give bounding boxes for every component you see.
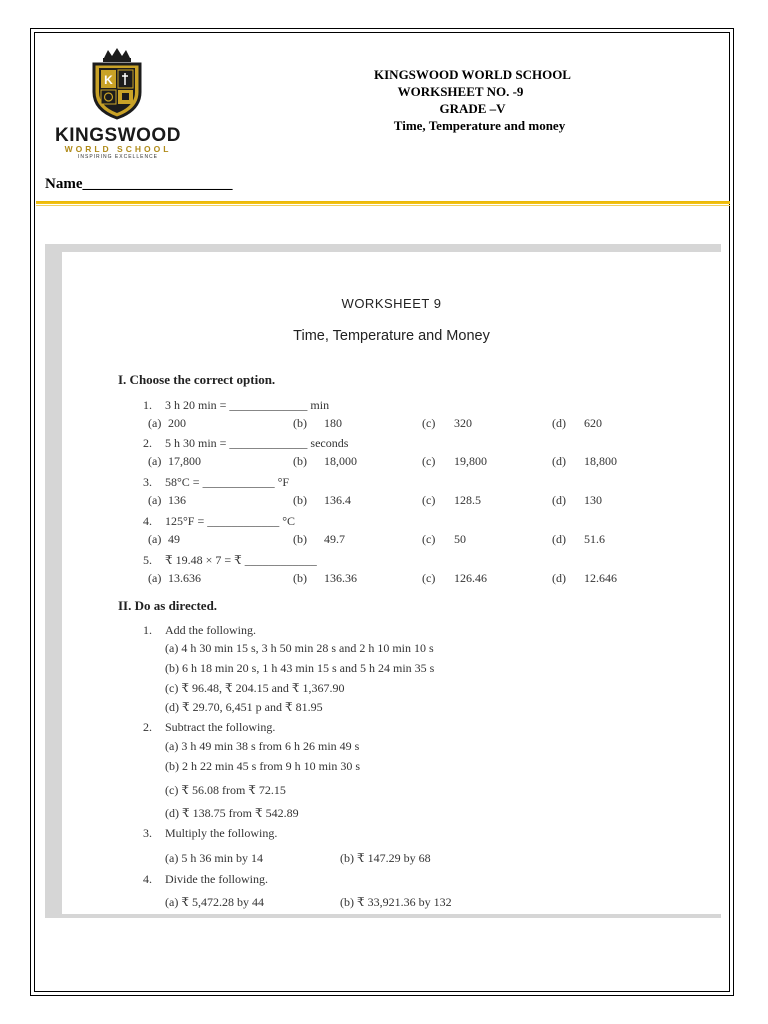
option-value: 50: [454, 532, 466, 546]
question-number: 2.: [143, 436, 152, 450]
question-text: 58°C = ____________ °F: [165, 475, 290, 489]
question-text: 125°F = ____________ °C: [165, 514, 296, 528]
option-label: (b): [293, 571, 307, 585]
option-label: (c): [422, 571, 436, 585]
option-value: 180: [324, 416, 342, 430]
option-label: (c): [422, 532, 436, 546]
option-value: 136: [168, 493, 186, 507]
option-label: (d): [552, 454, 566, 468]
list-item: (a) 5 h 36 min by 14: [165, 851, 263, 865]
option-label: (d): [552, 571, 566, 585]
worksheet-subtitle: Time, Temperature and Money: [293, 328, 490, 344]
school-logo-text: [48, 126, 188, 161]
q2-2-number: 2.: [143, 720, 152, 734]
worksheet-number: WORKSHEET NO. -9: [397, 84, 524, 99]
option-label: (c): [422, 416, 436, 430]
option-value: 12.646: [584, 571, 617, 585]
option-value: 320: [454, 416, 472, 430]
option-value: 13.636: [168, 571, 201, 585]
option-label: (a): [148, 416, 162, 430]
list-item: (d) ₹ 138.75 from ₹ 542.89: [165, 806, 299, 820]
option-label: (a): [148, 571, 162, 585]
grade: GRADE –V: [439, 101, 506, 116]
option-label: (b): [293, 493, 307, 507]
option-value: 128.5: [454, 493, 481, 507]
question-number: 4.: [143, 514, 152, 528]
option-value: 19,800: [454, 454, 487, 468]
option-value: 49: [168, 532, 180, 546]
list-item: (b) ₹ 147.29 by 68: [340, 851, 431, 865]
logo-sub-text: WORLD SCHOOL: [64, 144, 172, 154]
option-value: 130: [584, 493, 602, 507]
question-number: 1.: [143, 398, 152, 412]
q2-1-text: Add the following.: [165, 623, 256, 637]
list-item: (b) 2 h 22 min 45 s from 9 h 10 min 30 s: [165, 759, 360, 773]
question-text: 3 h 20 min = _____________ min: [165, 398, 330, 412]
header-divider: [36, 201, 730, 204]
question-number: 3.: [143, 475, 152, 489]
topic: Time, Temperature and money: [393, 118, 566, 133]
option-value: 200: [168, 416, 186, 430]
worksheet-title: WORKSHEET 9: [341, 296, 442, 311]
question-number: 5.: [143, 553, 152, 567]
option-label: (d): [552, 416, 566, 430]
option-label: (a): [148, 454, 162, 468]
header-divider-shadow: [36, 205, 730, 206]
option-label: (a): [148, 493, 162, 507]
option-value: 51.6: [584, 532, 605, 546]
option-value: 18,800: [584, 454, 617, 468]
list-item: (c) ₹ 56.08 from ₹ 72.15: [165, 783, 286, 797]
option-label: (b): [293, 454, 307, 468]
section-1-heading: I. Choose the correct option.: [118, 372, 276, 387]
q2-2-text: Subtract the following.: [165, 720, 276, 734]
option-value: 136.4: [324, 493, 351, 507]
q2-1-number: 1.: [143, 623, 152, 637]
list-item: (a) ₹ 5,472.28 by 44: [165, 895, 264, 909]
q2-3-number: 3.: [143, 826, 152, 840]
option-value: 136.36: [324, 571, 357, 585]
q2-4-number: 4.: [143, 872, 152, 886]
option-label: (c): [422, 493, 436, 507]
svg-text:K: K: [104, 73, 113, 87]
option-label: (a): [148, 532, 162, 546]
q2-3-text: Multiply the following.: [165, 826, 278, 840]
question-text: ₹ 19.48 × 7 = ₹ ____________: [165, 553, 317, 567]
option-label: (c): [422, 454, 436, 468]
school-crest-icon: [88, 48, 146, 120]
list-item: (d) ₹ 29.70, 6,451 p and ₹ 81.95: [165, 700, 323, 714]
option-value: 18,000: [324, 454, 357, 468]
name-field[interactable]: Name____________________: [45, 176, 233, 192]
list-item: (c) ₹ 96.48, ₹ 204.15 and ₹ 1,367.90: [165, 681, 345, 695]
logo-tagline: INSPIRING EXCELLENCE: [77, 154, 159, 160]
list-item: (a) 3 h 49 min 38 s from 6 h 26 min 49 s: [165, 739, 360, 753]
option-label: (b): [293, 532, 307, 546]
option-label: (d): [552, 493, 566, 507]
school-header: [300, 66, 645, 134]
list-item: (a) 4 h 30 min 15 s, 3 h 50 min 28 s and 2 h 10 min 10 s: [165, 641, 434, 655]
school-name: KINGSWOOD WORLD SCHOOL: [374, 67, 571, 82]
option-label: (d): [552, 532, 566, 546]
list-item: (b) ₹ 33,921.36 by 132: [340, 895, 452, 909]
option-value: 49.7: [324, 532, 345, 546]
q2-4-text: Divide the following.: [165, 872, 268, 886]
option-value: 620: [584, 416, 602, 430]
logo-main-text: KINGSWOOD: [55, 125, 181, 146]
list-item: (b) 6 h 18 min 20 s, 1 h 43 min 15 s and 5 h 24 min 35 s: [165, 661, 435, 675]
option-value: 126.46: [454, 571, 487, 585]
option-value: 17,800: [168, 454, 201, 468]
question-text: 5 h 30 min = _____________ seconds: [165, 436, 349, 450]
section-2-heading: II. Do as directed.: [118, 598, 218, 613]
option-label: (b): [293, 416, 307, 430]
